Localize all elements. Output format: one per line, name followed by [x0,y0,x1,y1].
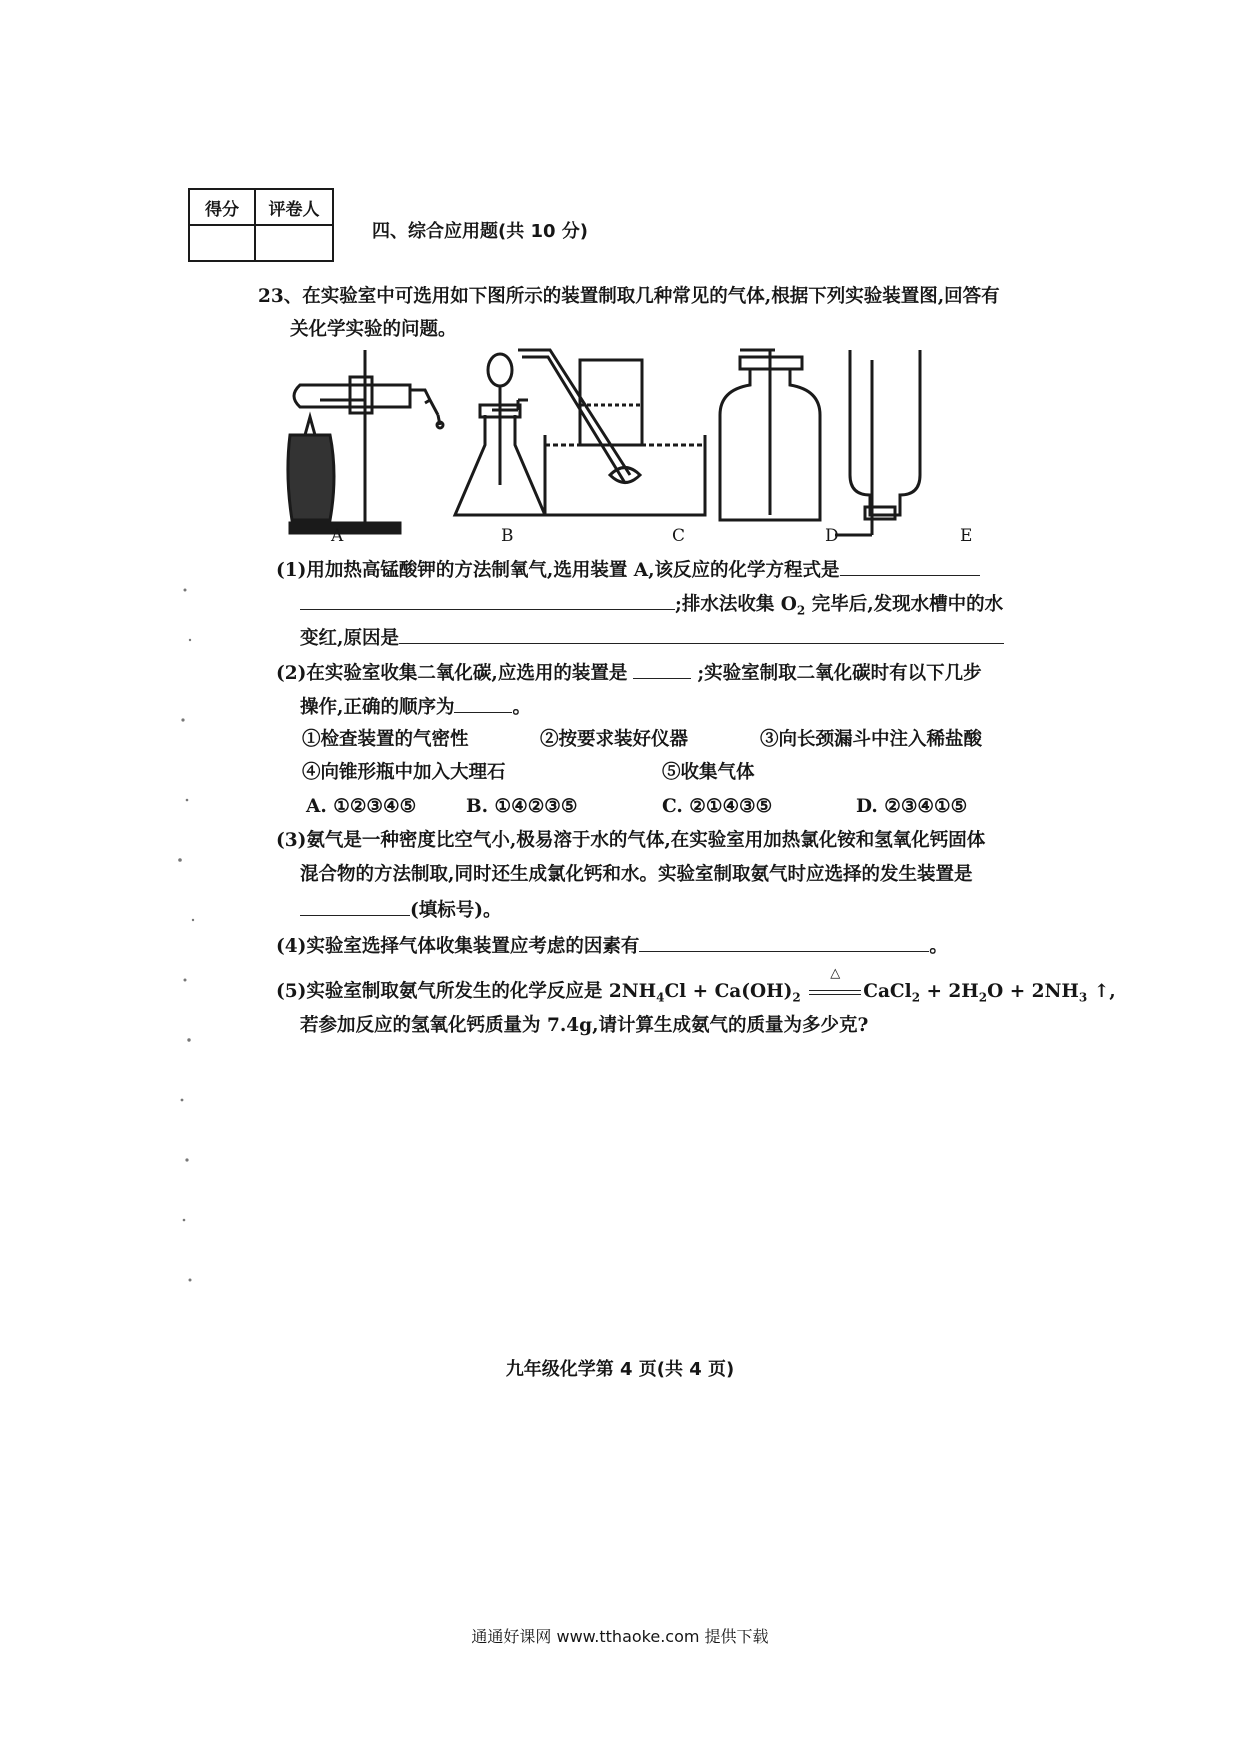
oh2-subscript: 2 [792,990,801,1005]
o2-subscript: 2 [796,603,806,618]
part1-line1 [276,557,980,583]
part1-o2-text: ;排水法收集 O [675,594,797,615]
part2-text1: (2)在实验室收集二氧化碳,应选用的装置是 [276,663,628,684]
option-a[interactable]: A. ①②③④⑤ [306,796,417,817]
scan-noise [165,560,205,1340]
step2: ②按要求装好仪器 [540,729,689,750]
apparatus-label-e: E [960,526,973,546]
reaction-arrow [807,966,863,1004]
part3-device-blank[interactable] [300,897,410,916]
part2-order-text: 操作,正确的顺序为 [300,697,455,718]
part1-answer-blank2[interactable] [300,591,675,610]
score-header: 得分 [189,189,255,225]
part1-line2 [300,591,1003,623]
part1-answer-blank1[interactable] [840,557,980,576]
apparatus-label-b: B [501,526,514,546]
grader-cell [255,225,333,261]
apparatus-diagram [280,345,1040,545]
part4-line1: (4)实验室选择气体收集装置应考虑的因素有 。 [276,933,948,959]
part1-tail-text: 完毕后,发现水槽中的水 [805,594,1004,615]
part5-arrow: ↑, [1087,981,1116,1002]
delta-symbol: △ [830,966,841,981]
part3-line2: 混合物的方法制取,同时还生成氯化钙和水。实验室制取氨气时应选择的发生装置是 [300,864,973,885]
site-credit: 通通好课网 www.tthaoke.com 提供下载 [471,1627,769,1646]
apparatus-e-drawing [835,350,920,535]
part2-device-blank[interactable] [633,660,691,679]
step4: ④向锥形瓶中加入大理石 [302,762,506,783]
question-intro-line1: 23、在实验室中可选用如下图所示的装置制取几种常见的气体,根据下列实验装置图,回答有 [258,286,1000,307]
part5-eq-mid: Cl + Ca(OH) [664,981,793,1002]
part1-line3 [300,625,1004,651]
score-cell [189,225,255,261]
apparatus-c-drawing [518,350,705,515]
grader-header: 评卷人 [255,189,333,225]
apparatus-label-a: A [331,526,344,546]
apparatus-label-d: D [825,526,839,546]
part5-ammonia: O + 2NH [987,981,1079,1002]
nh3-subscript: 3 [1078,990,1088,1005]
option-c[interactable]: C. ②①④③⑤ [662,796,773,817]
part3-line3 [300,897,502,923]
part1-reason-text: 变红,原因是 [300,628,399,649]
part5-line1 [276,966,1116,1010]
nh4-subscript: 4 [656,990,665,1005]
apparatus-d-drawing [720,350,820,520]
part3-hint: (填标号)。 [410,900,502,921]
section-title: 四、综合应用题(共 10 分) [372,221,589,242]
option-d[interactable]: D. ②③④①⑤ [856,796,968,817]
part2-text2: ;实验室制取二氧化碳时有以下几步 [697,663,982,684]
step3: ③向长颈漏斗中注入稀盐酸 [760,729,983,750]
part2-order-blank[interactable] [454,694,512,713]
part4-text: (4)实验室选择气体收集装置应考虑的因素有 [276,936,640,957]
question-intro-line2: 关化学实验的问题。 [290,319,457,340]
apparatus-label-c: C [672,526,686,546]
page-footer: 九年级化学第 4 页(共 4 页) [505,1359,735,1380]
part2-line2: 操作,正确的顺序为 。 [300,694,531,720]
apparatus-b-drawing [455,354,545,515]
part2-line1 [276,660,982,686]
part4-factors-blank[interactable] [639,933,929,952]
score-table [188,188,334,262]
cacl2-subscript: 2 [911,990,921,1005]
h2o-subscript: 2 [978,990,988,1005]
part3-line1: (3)氨气是一种密度比空气小,极易溶于水的气体,在实验室用加热氯化铵和氢氧化钙固体 [276,830,986,851]
part1-reason-blank[interactable] [399,625,1004,644]
part5-water: + 2H [920,981,979,1002]
part5-products: CaCl [863,981,912,1002]
part1-text: (1)用加热高锰酸钾的方法制氧气,选用装置 A,该反应的化学方程式是 [276,560,840,581]
apparatus-a-drawing [288,350,443,533]
step1: ①检查装置的气密性 [302,729,469,750]
step5: ⑤收集气体 [662,762,755,783]
part5-eq-prefix: (5)实验室制取氨气所发生的化学反应是 2NH [276,981,657,1002]
option-b[interactable]: B. ①④②③⑤ [466,796,578,817]
part5-line2: 若参加反应的氢氧化钙质量为 7.4g,请计算生成氨气的质量为多少克? [300,1015,869,1036]
